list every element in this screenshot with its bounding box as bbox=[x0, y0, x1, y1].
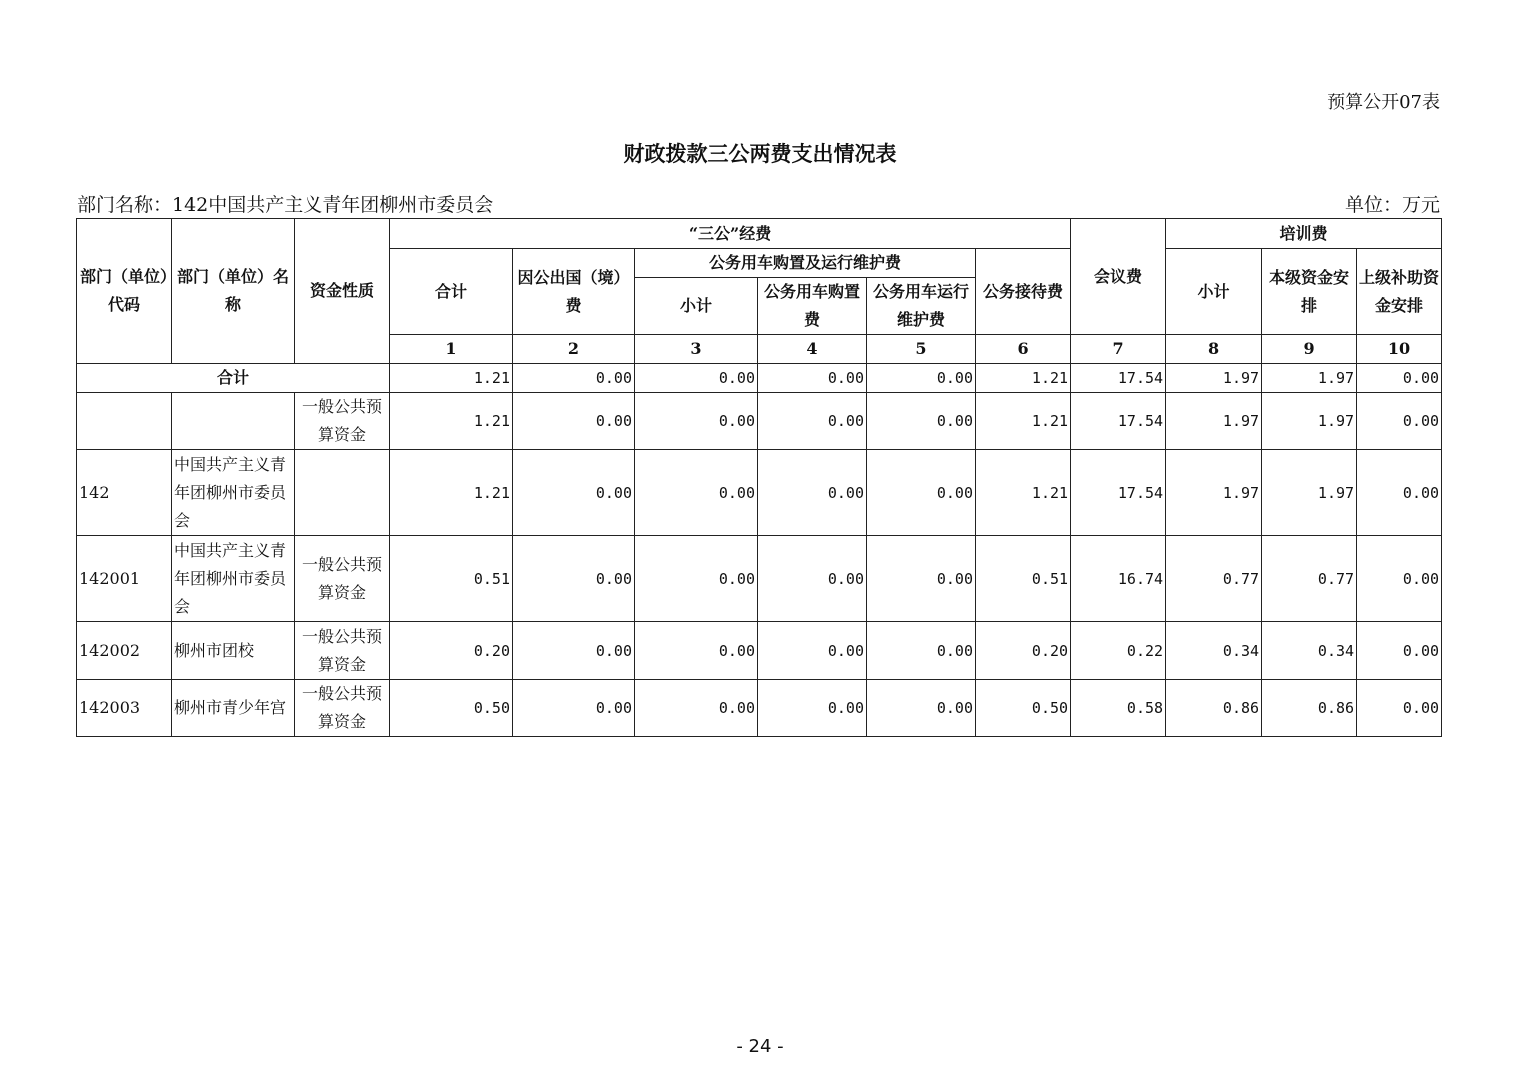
row-code: 142003 bbox=[77, 680, 172, 737]
table-row bbox=[77, 393, 1442, 450]
row-code: 142002 bbox=[77, 622, 172, 680]
header-reception: 公务接待费 bbox=[976, 249, 1071, 335]
column-index: 3 bbox=[635, 335, 758, 364]
table-cell: 1.21 bbox=[390, 393, 513, 450]
table-cell: 0.00 bbox=[513, 450, 635, 536]
row-name: 柳州市团校 bbox=[172, 622, 295, 680]
column-index: 6 bbox=[976, 335, 1071, 364]
table-cell: 0.20 bbox=[390, 622, 513, 680]
table-cell: 0.00 bbox=[635, 536, 758, 622]
header-meeting: 会议费 bbox=[1071, 219, 1166, 335]
row-nature: 一般公共预算资金 bbox=[295, 622, 390, 680]
table-cell: 1.97 bbox=[1262, 450, 1357, 536]
column-index: 10 bbox=[1357, 335, 1442, 364]
table-cell: 0.00 bbox=[635, 393, 758, 450]
table-row bbox=[77, 450, 1442, 536]
page-number: - 24 - bbox=[736, 1036, 784, 1057]
column-index: 1 bbox=[390, 335, 513, 364]
table-cell: 0.58 bbox=[1071, 680, 1166, 737]
header-vehicle-purchase: 公务用车购置费 bbox=[758, 278, 867, 335]
header-sangong: “三公”经费 bbox=[390, 219, 1071, 249]
column-index: 9 bbox=[1262, 335, 1357, 364]
table-cell: 0.00 bbox=[1357, 450, 1442, 536]
department-label: 部门名称：142中国共产主义青年团柳州市委员会 bbox=[77, 194, 494, 216]
table-cell: 1.21 bbox=[976, 393, 1071, 450]
table-cell: 16.74 bbox=[1071, 536, 1166, 622]
header-vehicle: 公务用车购置及运行维护费 bbox=[635, 249, 976, 278]
header-training-local: 本级资金安排 bbox=[1262, 249, 1357, 335]
table-cell: 0.00 bbox=[758, 536, 867, 622]
table-cell: 0.20 bbox=[976, 622, 1071, 680]
header-training-upper: 上级补助资金安排 bbox=[1357, 249, 1442, 335]
table-row bbox=[77, 680, 1442, 737]
table-cell: 1.21 bbox=[976, 450, 1071, 536]
table-cell: 0.34 bbox=[1166, 622, 1262, 680]
table-cell: 0.00 bbox=[1357, 536, 1442, 622]
table-cell: 0.00 bbox=[758, 450, 867, 536]
table-cell: 0.00 bbox=[867, 536, 976, 622]
column-index: 7 bbox=[1071, 335, 1166, 364]
row-code: 142001 bbox=[77, 536, 172, 622]
header-total: 合计 bbox=[390, 249, 513, 335]
table-cell: 1.97 bbox=[1166, 364, 1262, 393]
table-cell: 0.86 bbox=[1262, 680, 1357, 737]
header-name: 部门（单位）名称 bbox=[172, 219, 295, 364]
table-cell: 1.97 bbox=[1166, 450, 1262, 536]
column-index: 8 bbox=[1166, 335, 1262, 364]
page-title: 财政拨款三公两费支出情况表 bbox=[623, 141, 897, 166]
table-cell: 17.54 bbox=[1071, 364, 1166, 393]
row-nature bbox=[295, 450, 390, 536]
table-cell: 0.34 bbox=[1262, 622, 1357, 680]
table-cell: 0.00 bbox=[867, 680, 976, 737]
row-code: 142 bbox=[77, 450, 172, 536]
column-index: 4 bbox=[758, 335, 867, 364]
header-code: 部门（单位）代码 bbox=[77, 219, 172, 364]
header-vehicle-maintenance: 公务用车运行维护费 bbox=[867, 278, 976, 335]
header-vehicle-subtotal: 小计 bbox=[635, 278, 758, 335]
header-abroad: 因公出国（境）费 bbox=[513, 249, 635, 335]
table-row bbox=[77, 622, 1442, 680]
table-cell: 1.97 bbox=[1262, 393, 1357, 450]
table-cell: 1.97 bbox=[1166, 393, 1262, 450]
form-number: 预算公开07表 bbox=[1327, 92, 1440, 113]
table-cell: 0.00 bbox=[513, 680, 635, 737]
table-cell: 0.00 bbox=[635, 622, 758, 680]
table-cell: 1.97 bbox=[1262, 364, 1357, 393]
table-cell: 0.00 bbox=[867, 393, 976, 450]
table-cell: 0.50 bbox=[390, 680, 513, 737]
table-cell: 0.00 bbox=[513, 393, 635, 450]
table-cell: 0.00 bbox=[513, 364, 635, 393]
header-nature: 资金性质 bbox=[295, 219, 390, 364]
table-cell: 0.00 bbox=[635, 450, 758, 536]
row-name: 柳州市青少年宫 bbox=[172, 680, 295, 737]
table-cell: 0.00 bbox=[1357, 622, 1442, 680]
table-cell: 0.00 bbox=[758, 680, 867, 737]
table-cell: 0.77 bbox=[1166, 536, 1262, 622]
header-training: 培训费 bbox=[1166, 219, 1442, 249]
table-cell: 0.00 bbox=[635, 680, 758, 737]
table-cell: 17.54 bbox=[1071, 393, 1166, 450]
column-index: 5 bbox=[867, 335, 976, 364]
table-cell: 0.51 bbox=[976, 536, 1071, 622]
table-cell: 0.86 bbox=[1166, 680, 1262, 737]
table-cell: 0.51 bbox=[390, 536, 513, 622]
unit-label: 单位：万元 bbox=[1344, 194, 1440, 216]
row-name: 中国共产主义青年团柳州市委员会 bbox=[172, 450, 295, 536]
table-cell: 0.00 bbox=[513, 536, 635, 622]
table-cell: 17.54 bbox=[1071, 450, 1166, 536]
table-cell: 0.00 bbox=[867, 364, 976, 393]
table-cell: 1.21 bbox=[390, 364, 513, 393]
table-cell: 1.21 bbox=[976, 364, 1071, 393]
table-cell: 0.00 bbox=[867, 622, 976, 680]
header-training-subtotal: 小计 bbox=[1166, 249, 1262, 335]
table-cell: 0.00 bbox=[513, 622, 635, 680]
row-nature: 一般公共预算资金 bbox=[295, 680, 390, 737]
table-cell: 0.00 bbox=[867, 450, 976, 536]
row-name: 中国共产主义青年团柳州市委员会 bbox=[172, 536, 295, 622]
row-nature: 一般公共预算资金 bbox=[295, 536, 390, 622]
row-code bbox=[77, 393, 172, 450]
budget-table bbox=[76, 218, 1442, 737]
table-cell: 0.00 bbox=[1357, 364, 1442, 393]
total-label: 合计 bbox=[77, 364, 390, 393]
table-row-total bbox=[77, 364, 1442, 393]
table-cell: 0.22 bbox=[1071, 622, 1166, 680]
row-name bbox=[172, 393, 295, 450]
table-cell: 0.00 bbox=[758, 364, 867, 393]
table-cell: 0.00 bbox=[1357, 393, 1442, 450]
table-cell: 0.00 bbox=[635, 364, 758, 393]
table-cell: 1.21 bbox=[390, 450, 513, 536]
table-cell: 0.00 bbox=[1357, 680, 1442, 737]
table-row bbox=[77, 536, 1442, 622]
row-nature: 一般公共预算资金 bbox=[295, 393, 390, 450]
table-cell: 0.00 bbox=[758, 393, 867, 450]
column-index: 2 bbox=[513, 335, 635, 364]
table-cell: 0.00 bbox=[758, 622, 867, 680]
table-cell: 0.77 bbox=[1262, 536, 1357, 622]
table-cell: 0.50 bbox=[976, 680, 1071, 737]
